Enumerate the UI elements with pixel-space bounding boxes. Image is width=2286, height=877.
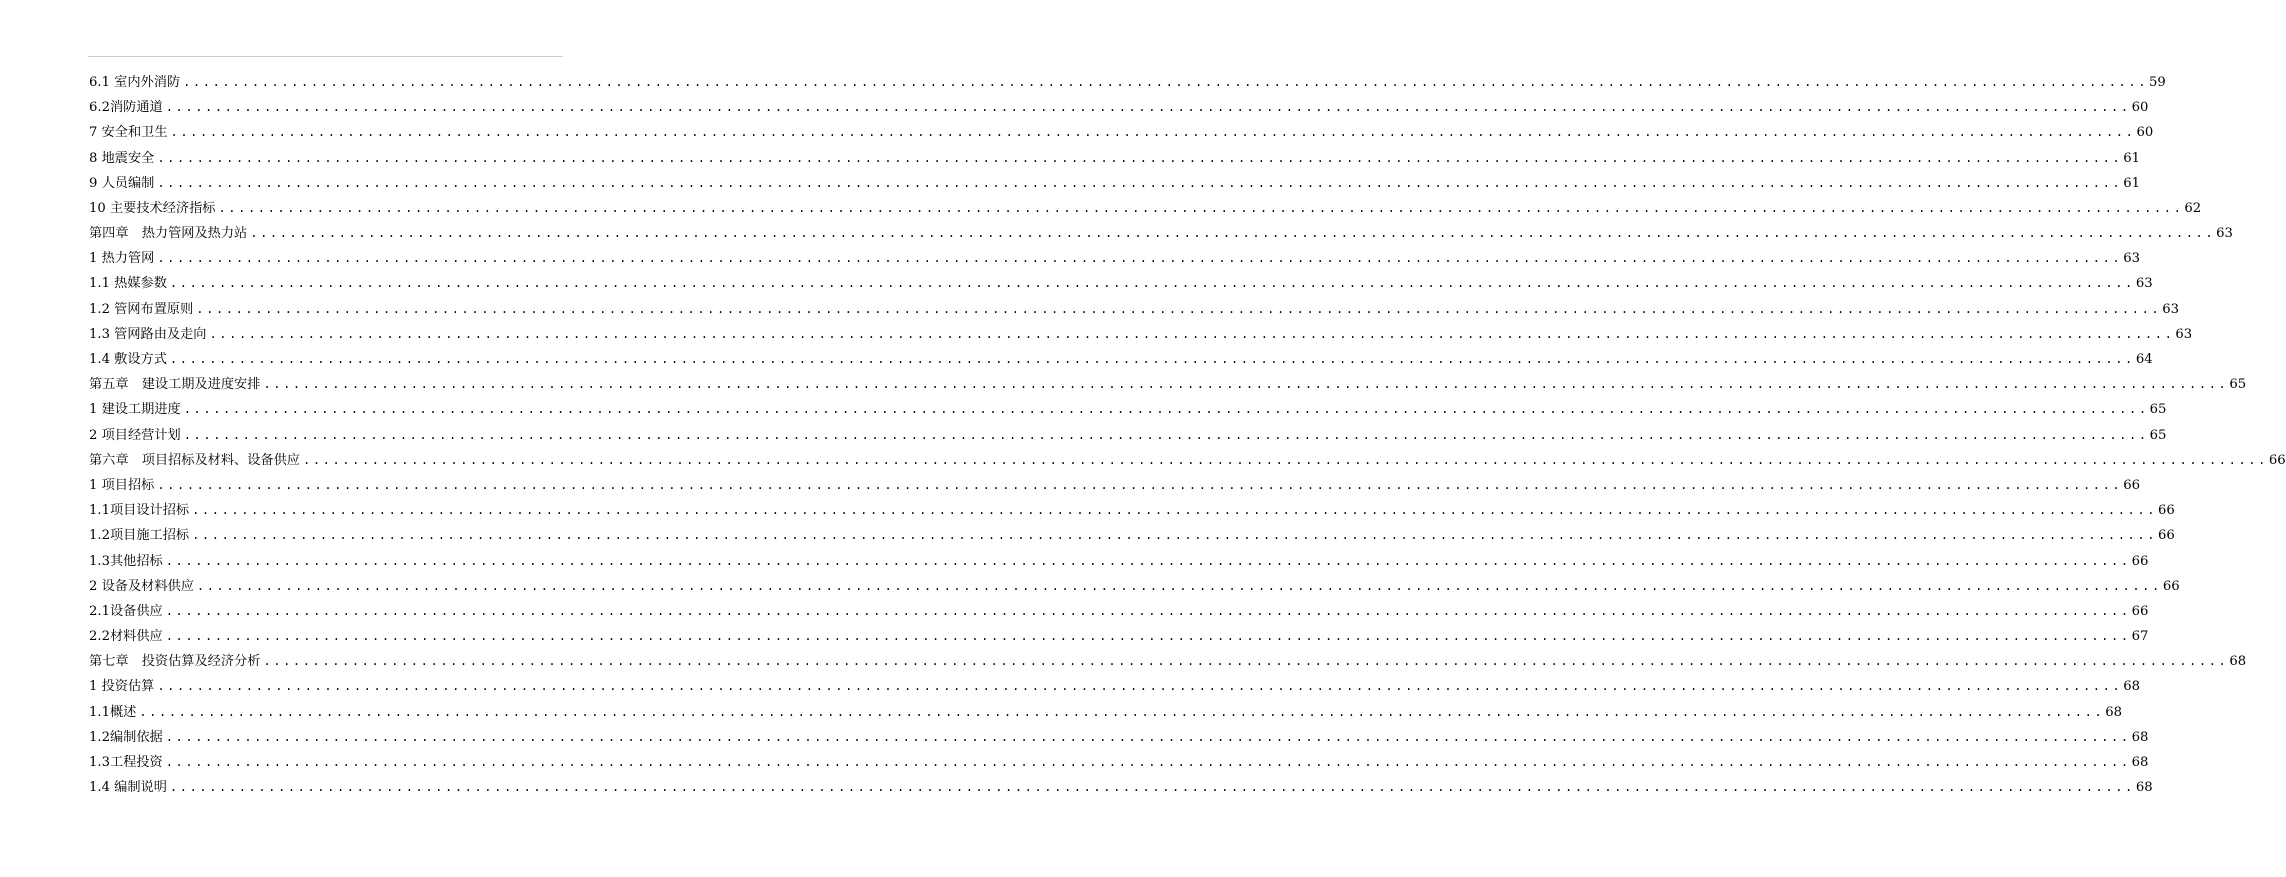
toc-entry-page-number: 67 [2131, 629, 2149, 645]
toc-entry-page-number: 66 [2158, 528, 2175, 544]
toc-entry-page-number: 68 [2131, 755, 2149, 771]
toc-entry-title: 1.1概述 [89, 704, 137, 720]
toc-entry-title: 2.1设备供应 [89, 603, 163, 619]
toc-entry-title: 第七章 投资估算及经济分析 [89, 654, 261, 670]
toc-entry[interactable] [89, 246, 2141, 271]
dot-leader: ........................................................................................................................................................................................................ [157, 679, 2123, 694]
toc-entry-title: 第五章 建设工期及进度安排 [89, 377, 261, 393]
toc-entry[interactable] [89, 322, 2193, 347]
dot-leader: ........................................................................................................................................................................................................ [192, 528, 2158, 543]
toc-entry[interactable] [89, 120, 2154, 145]
toc-entry[interactable] [89, 523, 2175, 548]
toc-entry-page-number: 66 [2268, 452, 2286, 468]
toc-entry[interactable] [89, 423, 2167, 448]
toc-entry-page-number: 66 [2131, 553, 2149, 569]
header-rule [88, 56, 563, 57]
toc-entry-page-number: 65 [2229, 377, 2247, 393]
toc-entry-page-number: 64 [2135, 352, 2153, 368]
toc-entry-page-number: 66 [2162, 578, 2180, 594]
toc-entry[interactable] [89, 700, 2123, 725]
toc-entry[interactable] [89, 599, 2149, 624]
toc-entry[interactable] [89, 448, 2286, 473]
toc-entry-page-number: 59 [2149, 74, 2166, 90]
toc-entry-page-number: 60 [2131, 100, 2149, 116]
dot-leader: ........................................................................................................................................................................................................ [169, 276, 2135, 291]
dot-leader: ........................................................................................................................................................................................................ [165, 603, 2131, 618]
toc-entry-page-number: 60 [2136, 125, 2154, 141]
toc-entry-page-number: 68 [2123, 679, 2141, 695]
toc-entry[interactable] [89, 624, 2149, 649]
toc-entry-page-number: 63 [2135, 276, 2153, 292]
dot-leader: ........................................................................................................................................................................................................ [250, 226, 2216, 241]
toc-entry-title: 1 热力管网 [89, 251, 155, 267]
toc-entry[interactable] [89, 473, 2141, 498]
dot-leader: ........................................................................................................................................................................................................ [183, 402, 2149, 417]
toc-entry-title: 9 人员编制 [89, 175, 155, 191]
toc-entry[interactable] [89, 272, 2153, 297]
toc-entry-title: 1.2项目施工招标 [89, 528, 190, 544]
dot-leader: ........................................................................................................................................................................................................ [165, 629, 2131, 644]
toc-entry-title: 1.4 敷设方式 [89, 352, 167, 368]
dot-leader: ........................................................................................................................................................................................................ [196, 578, 2162, 593]
dot-leader: ........................................................................................................................................................................................................ [157, 175, 2123, 190]
toc-entry[interactable] [89, 675, 2141, 700]
dot-leader: ........................................................................................................................................................................................................ [165, 729, 2131, 744]
toc-entry-title: 1 项目招标 [89, 477, 155, 493]
toc-entry[interactable] [89, 775, 2153, 800]
toc-entry[interactable] [89, 549, 2149, 574]
dot-leader: ........................................................................................................................................................................................................ [183, 427, 2149, 442]
toc-entry-title: 7 安全和卫生 [89, 125, 168, 141]
toc-entry-page-number: 62 [2184, 200, 2202, 216]
toc-entry-page-number: 68 [2229, 654, 2247, 670]
toc-entry-page-number: 63 [2216, 226, 2233, 242]
toc-entry-page-number: 66 [2158, 503, 2175, 519]
toc-entry-title: 2.2材料供应 [89, 629, 163, 645]
toc-entry-title: 2 项目经营计划 [89, 427, 181, 443]
toc-entry-title: 1.2编制依据 [89, 729, 163, 745]
toc-entry-title: 10 主要技术经济指标 [89, 200, 216, 216]
toc-entry[interactable] [89, 70, 2166, 95]
dot-leader: ........................................................................................................................................................................................................ [196, 301, 2162, 316]
toc-entry[interactable] [89, 146, 2141, 171]
toc-entry-title: 1 投资估算 [89, 679, 155, 695]
toc-entry-title: 1 建设工期进度 [89, 402, 181, 418]
toc-entry-title: 6.2消防通道 [89, 100, 163, 116]
toc-entry-title: 1.2 管网布置原则 [89, 301, 194, 317]
toc-entry-title: 第六章 项目招标及材料、设备供应 [89, 452, 300, 468]
toc-entry-page-number: 61 [2123, 175, 2141, 191]
toc-entry-title: 6.1 室内外消防 [89, 74, 181, 90]
toc-entry-title: 1.4 编制说明 [89, 780, 167, 796]
toc-entry-page-number: 61 [2123, 150, 2141, 166]
toc-entry-page-number: 68 [2135, 780, 2153, 796]
toc-entry-title: 1.3 管网路由及走向 [89, 326, 207, 342]
toc-entry[interactable] [89, 297, 2179, 322]
dot-leader: ........................................................................................................................................................................................................ [157, 477, 2123, 492]
toc-entry[interactable] [89, 196, 2202, 221]
toc-entry-title: 第四章 热力管网及热力站 [89, 226, 248, 242]
dot-leader: ........................................................................................................................................................................................................ [263, 377, 2229, 392]
toc-entry[interactable] [89, 171, 2141, 196]
dot-leader: ........................................................................................................................................................................................................ [263, 654, 2229, 669]
dot-leader: ........................................................................................................................................................................................................ [165, 755, 2131, 770]
dot-leader: ........................................................................................................................................................................................................ [169, 352, 2135, 367]
table-of-contents [89, 70, 2286, 800]
dot-leader: ........................................................................................................................................................................................................ [303, 452, 2268, 467]
toc-entry-page-number: 63 [2162, 301, 2179, 317]
toc-entry[interactable] [89, 750, 2149, 775]
toc-entry[interactable] [89, 95, 2149, 120]
toc-entry-page-number: 68 [2105, 704, 2123, 720]
toc-entry-page-number: 68 [2131, 729, 2149, 745]
toc-entry[interactable] [89, 574, 2180, 599]
dot-leader: ........................................................................................................................................................................................................ [218, 200, 2184, 215]
toc-entry-title: 1.3工程投资 [89, 755, 163, 771]
toc-entry-title: 2 设备及材料供应 [89, 578, 194, 594]
toc-entry-page-number: 66 [2123, 477, 2141, 493]
dot-leader: ........................................................................................................................................................................................................ [170, 125, 2136, 140]
toc-entry[interactable] [89, 397, 2167, 422]
toc-entry-page-number: 63 [2175, 326, 2193, 342]
dot-leader: ........................................................................................................................................................................................................ [157, 150, 2123, 165]
toc-entry-page-number: 66 [2131, 603, 2149, 619]
toc-entry[interactable] [89, 221, 2233, 246]
dot-leader: ........................................................................................................................................................................................................ [169, 780, 2135, 795]
dot-leader: ........................................................................................................................................................................................................ [209, 326, 2175, 341]
toc-entry[interactable] [89, 498, 2175, 523]
dot-leader: ........................................................................................................................................................................................................ [165, 553, 2131, 568]
toc-entry-title: 1.3其他招标 [89, 553, 163, 569]
toc-entry-title: 8 地震安全 [89, 150, 155, 166]
toc-entry-page-number: 65 [2149, 427, 2167, 443]
dot-leader: ........................................................................................................................................................................................................ [192, 503, 2158, 518]
toc-entry-title: 1.1项目设计招标 [89, 503, 190, 519]
dot-leader: ........................................................................................................................................................................................................ [183, 74, 2149, 89]
dot-leader: ........................................................................................................................................................................................................ [157, 251, 2123, 266]
toc-entry-title: 1.1 热媒参数 [89, 276, 167, 292]
toc-entry[interactable] [89, 725, 2149, 750]
dot-leader: ........................................................................................................................................................................................................ [165, 100, 2131, 115]
toc-entry-page-number: 65 [2149, 402, 2167, 418]
toc-entry-page-number: 63 [2123, 251, 2141, 267]
toc-entry[interactable] [89, 347, 2153, 372]
toc-entry[interactable] [89, 649, 2247, 674]
dot-leader: ........................................................................................................................................................................................................ [139, 704, 2105, 719]
toc-entry[interactable] [89, 372, 2247, 397]
